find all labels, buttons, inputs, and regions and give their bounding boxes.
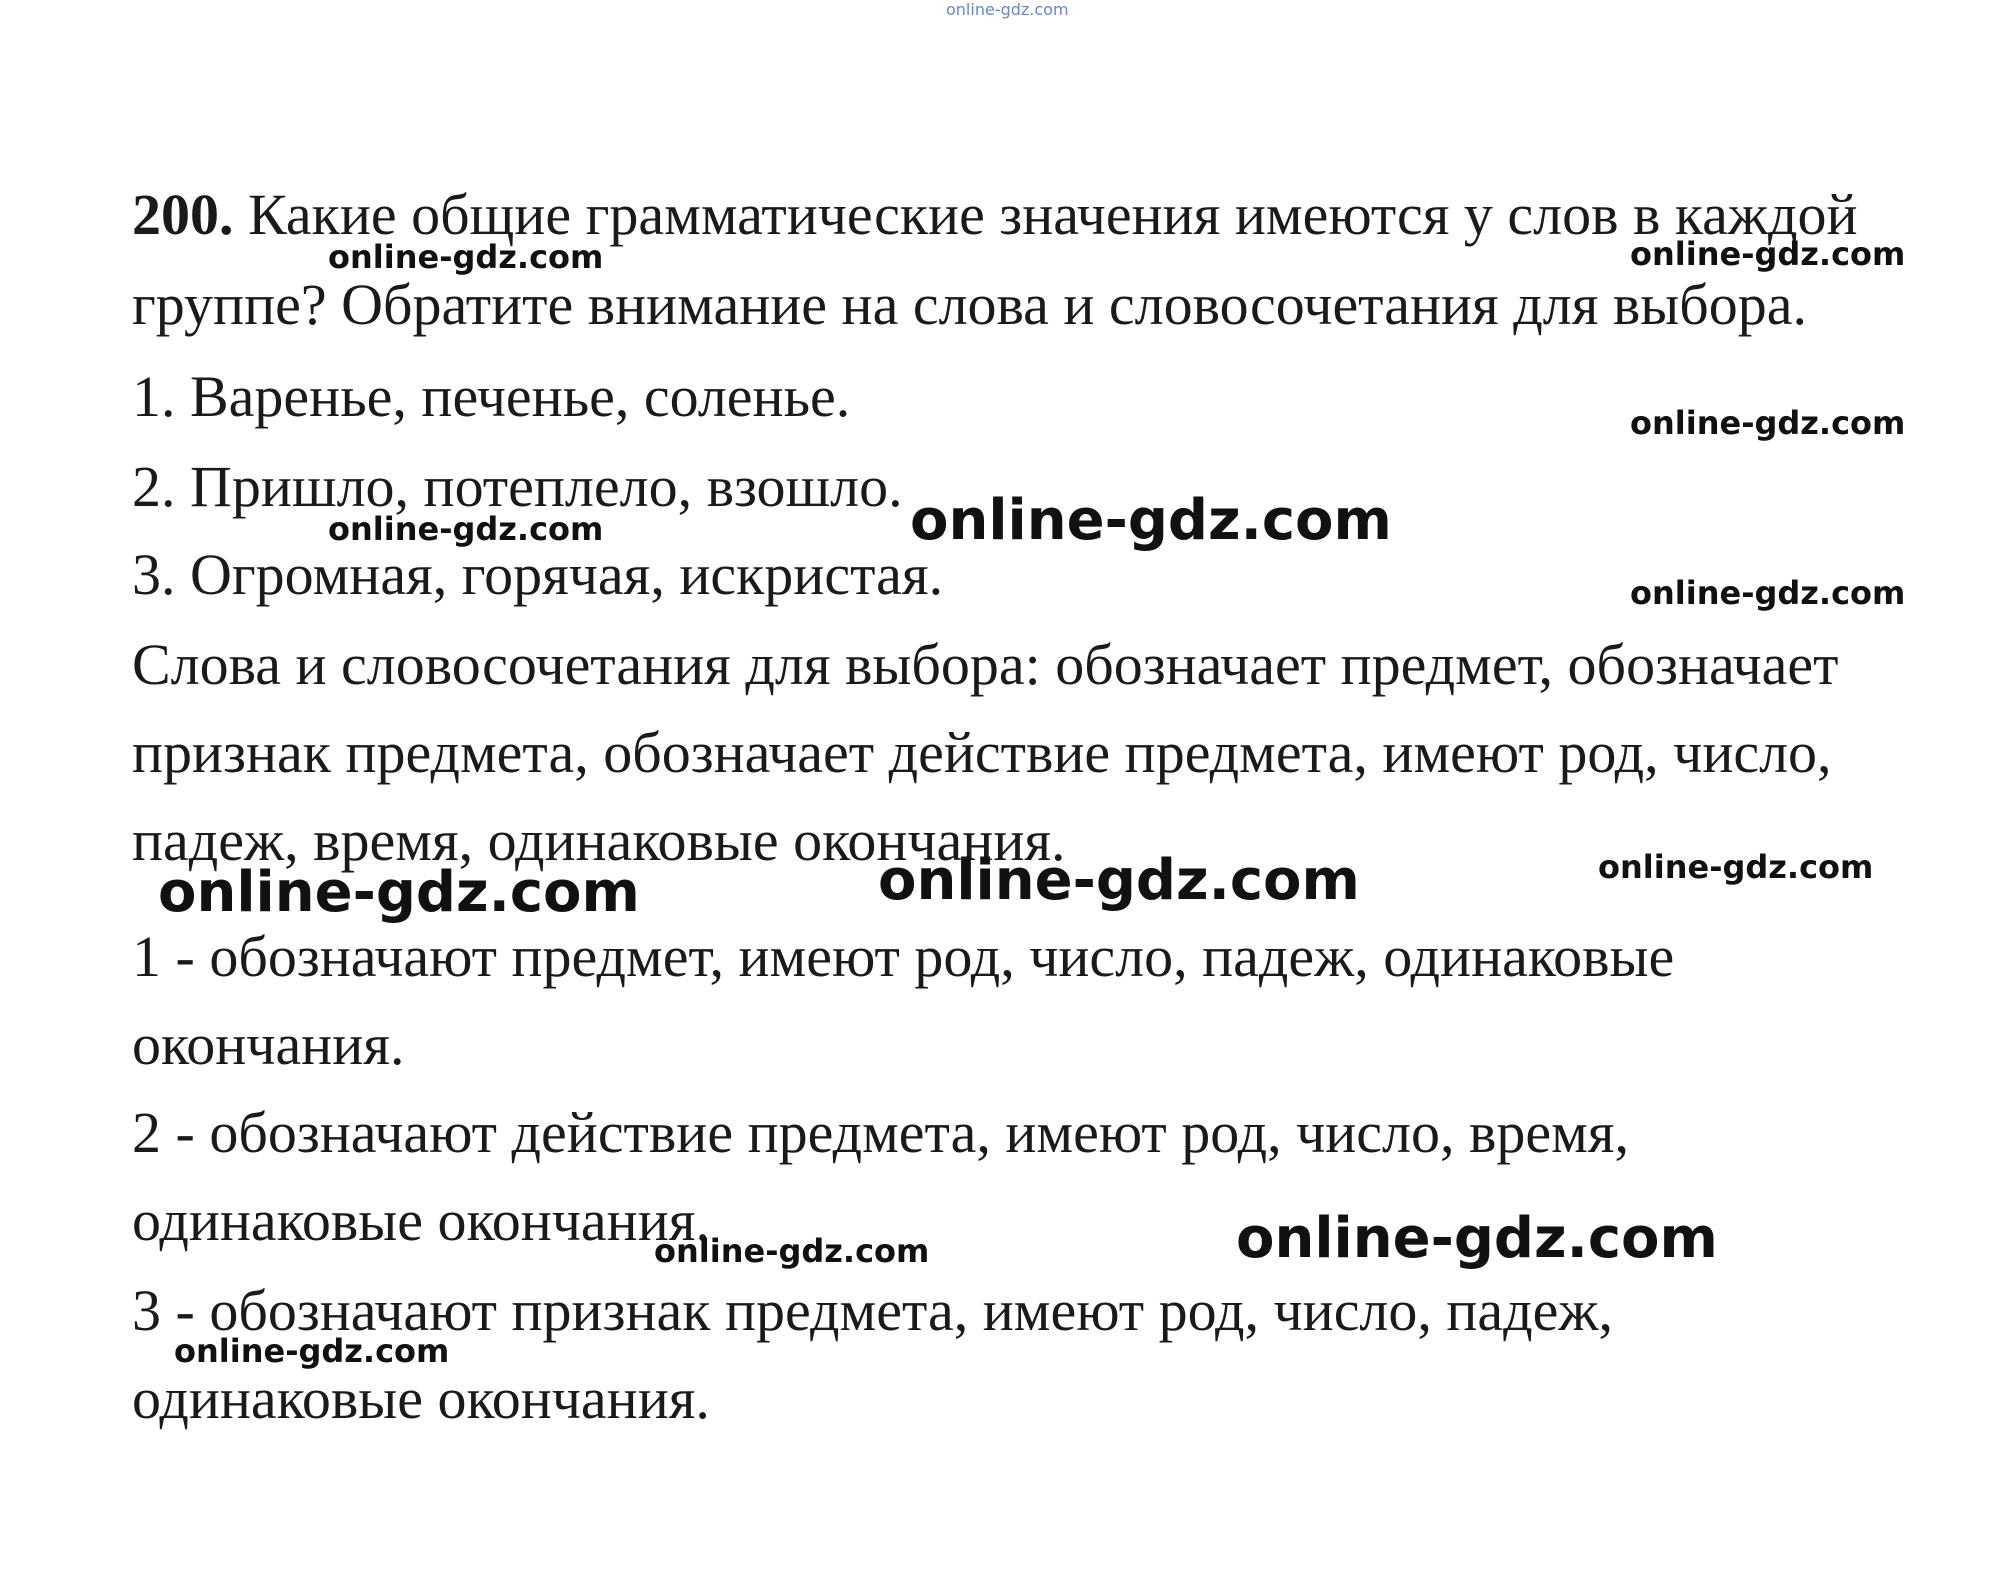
answer-line-2: окончания. (132, 1012, 405, 1077)
answer-line-1: 1 - обозначают предмет, имеют род, число, падеж, одинаковые (132, 924, 1675, 989)
watermark: online-gdz.com (328, 510, 604, 548)
task-item-3: 3. Огромная, горячая, искристая. (132, 542, 944, 607)
watermark: online-gdz.com (328, 238, 604, 276)
choice-line-2: признак предмета, обозначает действие предмета, имеют род, число, (132, 720, 1832, 785)
task-item-2: 2. Пришло, потеплело, взошло. (132, 454, 903, 519)
watermark: online-gdz.com (1630, 235, 1906, 273)
task-item-1: 1. Варенье, печенье, соленье. (132, 364, 851, 429)
watermark: online-gdz.com (878, 848, 1360, 913)
choice-line-1: Слова и словосочетания для выбора: обозначает предмет, обозначает (132, 632, 1839, 697)
watermark: online-gdz.com (1630, 404, 1906, 442)
task-number: 200. (132, 182, 234, 247)
question-text-1: Какие общие грамматические значения имеются у слов в каждой (233, 182, 1858, 247)
top-watermark: online-gdz.com (946, 0, 1069, 19)
answer-line-5: 3 - обозначают признак предмета, имеют род, число, падеж, (132, 1278, 1613, 1343)
choice-line-3: падеж, время, одинаковые окончания. (132, 808, 1066, 873)
question-line-2: группе? Обратите внимание на слова и словосочетания для выбора. (132, 272, 1807, 337)
watermark: online-gdz.com (910, 488, 1392, 553)
watermark: online-gdz.com (174, 1332, 450, 1370)
watermark: online-gdz.com (158, 860, 640, 925)
answer-line-6: одинаковые окончания. (132, 1366, 710, 1431)
watermark: online-gdz.com (1236, 1206, 1718, 1271)
answer-line-3: 2 - обозначают действие предмета, имеют род, число, время, (132, 1100, 1629, 1165)
watermark: online-gdz.com (1598, 848, 1874, 886)
watermark: online-gdz.com (654, 1232, 930, 1270)
answer-line-4: одинаковые окончания. (132, 1188, 710, 1253)
watermark: online-gdz.com (1630, 574, 1906, 612)
